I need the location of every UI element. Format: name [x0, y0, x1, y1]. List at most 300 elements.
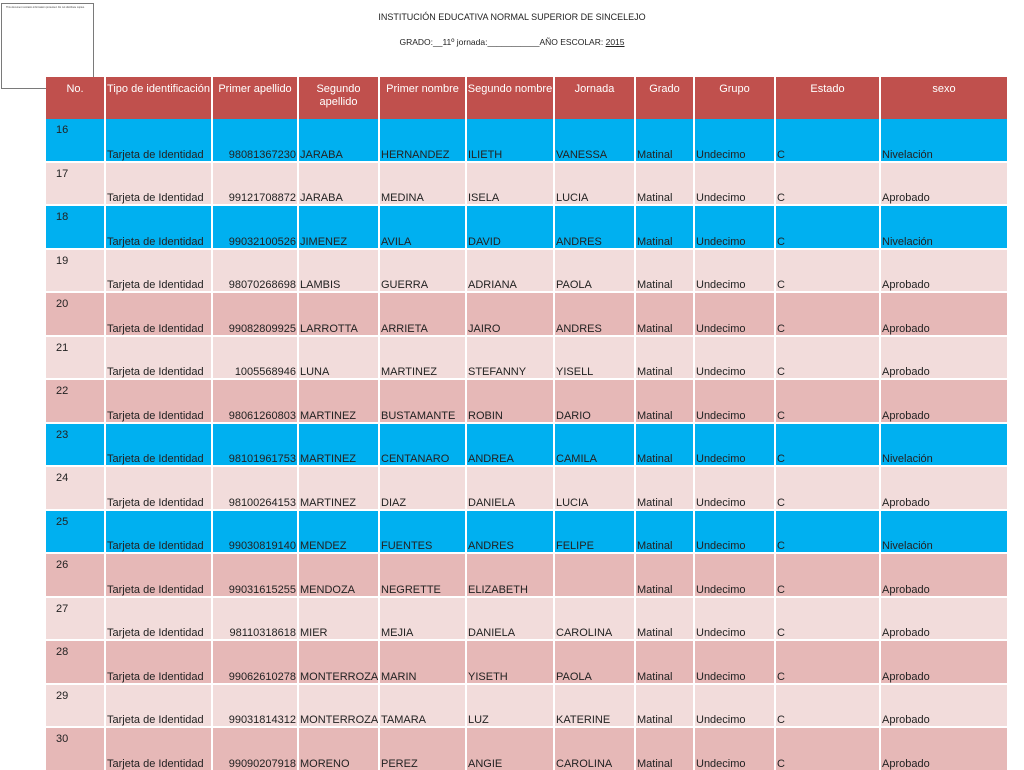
cell-ap2 — [378, 467, 465, 509]
cell-grupo — [774, 206, 879, 248]
cell-tipo-text: Tarjeta de Identidad — [107, 496, 204, 509]
cell-n1-text: DAVID — [468, 235, 501, 248]
col-header-segundo-apellido: Segundo apellido — [297, 77, 378, 119]
cell-grupo-text: C — [777, 453, 785, 465]
cell-grado-text: Undecimo — [696, 714, 746, 726]
cell-estado — [879, 424, 1007, 466]
cell-grado-text: Undecimo — [696, 627, 746, 639]
cell-no — [46, 598, 104, 640]
grade-line — [0, 37, 1024, 47]
col-header-primer-apellido: Primer apellido — [211, 77, 297, 119]
cell-ap1-text: JARABA — [300, 148, 343, 161]
cell-ap1-text: MARTINEZ — [300, 453, 357, 465]
table-row — [46, 248, 1007, 292]
cell-n2-text: LUCIA — [556, 496, 589, 509]
cell-grado-text: Undecimo — [696, 192, 746, 204]
cell-grado — [693, 685, 774, 727]
cell-ap1 — [297, 424, 378, 466]
col-header-sexo: sexo — [879, 77, 1007, 119]
cell-grupo — [774, 337, 879, 379]
cell-grado-text: Undecimo — [696, 148, 746, 161]
cell-ap2-text: TAMARA — [381, 714, 427, 726]
cell-no-text: 29 — [56, 689, 69, 702]
cell-ap2-text: MARIN — [381, 670, 417, 683]
cell-jornada — [634, 685, 693, 727]
cell-id — [211, 598, 297, 640]
cell-n1 — [465, 598, 553, 640]
cell-estado — [879, 467, 1007, 509]
cell-no — [46, 163, 104, 205]
cell-n2-text: CAROLINA — [556, 627, 613, 639]
cell-grado — [693, 250, 774, 292]
cell-n1 — [465, 337, 553, 379]
cell-estado-text: Aprobado — [882, 366, 930, 378]
cell-id-text: 99090207918 — [228, 757, 296, 770]
cell-n2-text: DARIO — [556, 409, 591, 422]
cell-jornada-text: Matinal — [637, 670, 673, 683]
cell-ap1-text: MIER — [300, 627, 328, 639]
cell-no-text: 23 — [56, 428, 69, 441]
cell-tipo — [104, 380, 211, 422]
cell-id-text: 99030819140 — [228, 540, 296, 552]
cell-estado-text: Aprobado — [882, 192, 930, 204]
cell-estado-text: Nivelación — [882, 453, 933, 465]
cell-tipo — [104, 293, 211, 335]
cell-n1-text: DANIELA — [468, 627, 516, 639]
cell-tipo-text: Tarjeta de Identidad — [107, 714, 204, 726]
table-row — [46, 291, 1007, 335]
cell-n1-text: ISELA — [468, 192, 500, 204]
cell-estado — [879, 511, 1007, 553]
cell-n2-text: FELIPE — [556, 540, 594, 552]
cell-grupo-text: C — [777, 322, 785, 335]
col-header-primer-nombre: Primer nombre — [378, 77, 465, 119]
cell-tipo-text: Tarjeta de Identidad — [107, 540, 204, 552]
cell-n2-text: KATERINE — [556, 714, 611, 726]
cell-tipo — [104, 337, 211, 379]
cell-id — [211, 511, 297, 553]
cell-jornada — [634, 598, 693, 640]
cell-jornada-text: Matinal — [637, 192, 673, 204]
cell-jornada-text: Matinal — [637, 279, 673, 291]
cell-ap2-text: MEJIA — [381, 627, 414, 639]
cell-jornada-text: Matinal — [637, 757, 673, 770]
cell-n2 — [553, 424, 634, 466]
cell-ap2 — [378, 598, 465, 640]
cell-n1-text: ELIZABETH — [468, 583, 528, 596]
cell-estado-text: Nivelación — [882, 235, 933, 248]
cell-jornada — [634, 163, 693, 205]
cell-ap1 — [297, 163, 378, 205]
cell-n2 — [553, 641, 634, 683]
cell-no — [46, 685, 104, 727]
cell-tipo-text: Tarjeta de Identidad — [107, 757, 204, 770]
cell-ap2 — [378, 728, 465, 770]
cell-grado — [693, 119, 774, 161]
cell-tipo — [104, 685, 211, 727]
cell-ap2 — [378, 641, 465, 683]
cell-n1 — [465, 163, 553, 205]
cell-no — [46, 337, 104, 379]
cell-id-text: 99121708872 — [228, 192, 296, 204]
cell-grupo-text: C — [777, 627, 785, 639]
cell-grupo — [774, 728, 879, 770]
cell-estado-text: Aprobado — [882, 322, 930, 335]
cell-grado — [693, 337, 774, 379]
cell-tipo — [104, 250, 211, 292]
cell-grupo — [774, 467, 879, 509]
cell-jornada-text: Matinal — [637, 235, 673, 248]
cell-n1-text: STEFANNY — [468, 366, 527, 378]
cell-n2-text: VANESSA — [556, 148, 608, 161]
cell-id — [211, 685, 297, 727]
cell-grado-text: Undecimo — [696, 453, 746, 465]
cell-no-text: 17 — [56, 167, 69, 180]
cell-n1 — [465, 554, 553, 596]
cell-jornada-text: Matinal — [637, 714, 673, 726]
cell-estado — [879, 641, 1007, 683]
cell-jornada — [634, 728, 693, 770]
cell-estado — [879, 293, 1007, 335]
cell-grupo-text: C — [777, 409, 785, 422]
table-body — [46, 119, 1007, 770]
cell-estado-text: Aprobado — [882, 583, 930, 596]
cell-n2 — [553, 119, 634, 161]
cell-jornada — [634, 511, 693, 553]
institution-title: INSTITUCIÓN EDUCATIVA NORMAL SUPERIOR DE SINCELEJO — [378, 12, 646, 22]
cell-ap2 — [378, 119, 465, 161]
cell-estado-text: Nivelación — [882, 540, 933, 552]
col-header-grado: Grado — [634, 77, 693, 119]
cell-tipo — [104, 554, 211, 596]
col-header-estado: Estado — [774, 77, 879, 119]
cell-jornada — [634, 206, 693, 248]
col-header-tipo: Tipo de identificación — [104, 77, 211, 119]
col-header-segundo-nombre: Segundo nombre — [465, 77, 553, 119]
cell-tipo — [104, 728, 211, 770]
cell-ap1-text: MARTINEZ — [300, 409, 357, 422]
cell-no — [46, 641, 104, 683]
cell-id-text: 98081367230 — [228, 148, 296, 161]
cell-id — [211, 163, 297, 205]
cell-grupo — [774, 250, 879, 292]
cell-grupo — [774, 598, 879, 640]
cell-no-text: 27 — [56, 602, 69, 615]
cell-grado — [693, 641, 774, 683]
cell-jornada-text: Matinal — [637, 496, 673, 509]
cell-ap2-text: HERNANDEZ — [381, 148, 450, 161]
cell-ap2 — [378, 685, 465, 727]
cell-grado-text: Undecimo — [696, 757, 746, 770]
cell-grupo-text: C — [777, 757, 785, 770]
cell-ap1-text: LAMBIS — [300, 279, 341, 291]
cell-tipo — [104, 511, 211, 553]
cell-tipo — [104, 163, 211, 205]
cell-grado — [693, 511, 774, 553]
cell-n1 — [465, 685, 553, 727]
cell-id — [211, 337, 297, 379]
cell-estado — [879, 337, 1007, 379]
cell-grado — [693, 380, 774, 422]
table-header — [46, 77, 1007, 119]
cell-n2 — [553, 163, 634, 205]
cell-n1 — [465, 293, 553, 335]
cell-jornada — [634, 293, 693, 335]
cell-grado — [693, 163, 774, 205]
cell-grado-text: Undecimo — [696, 235, 746, 248]
cell-estado — [879, 250, 1007, 292]
cell-grupo — [774, 685, 879, 727]
cell-ap2-text: FUENTES — [381, 540, 433, 552]
cell-ap1-text: MARTINEZ — [300, 496, 357, 509]
cell-ap1-text: MENDOZA — [300, 583, 355, 596]
cell-ap2-text: AVILA — [381, 235, 412, 248]
cell-n1 — [465, 424, 553, 466]
cell-tipo — [104, 467, 211, 509]
cell-grado-text: Undecimo — [696, 540, 746, 552]
cell-id-text: 99031814312 — [228, 714, 296, 726]
cell-n2-text: PAOLA — [556, 279, 592, 291]
cell-ap2 — [378, 380, 465, 422]
table-row — [46, 335, 1007, 379]
cell-ap2 — [378, 511, 465, 553]
cell-jornada-text: Matinal — [637, 627, 673, 639]
cell-jornada — [634, 467, 693, 509]
cell-no-text: 16 — [56, 124, 69, 136]
cell-id-text: 98110318618 — [229, 627, 296, 639]
cell-tipo-text: Tarjeta de Identidad — [107, 366, 204, 378]
cell-ap2 — [378, 163, 465, 205]
cell-tipo — [104, 119, 211, 161]
cell-ap1 — [297, 206, 378, 248]
cell-grado-text: Undecimo — [696, 583, 746, 596]
cell-jornada — [634, 250, 693, 292]
table-row — [46, 119, 1007, 161]
cell-grado — [693, 206, 774, 248]
cell-ap1 — [297, 641, 378, 683]
cell-ap2 — [378, 206, 465, 248]
cell-id-text: 98101961753 — [228, 453, 296, 465]
table-row — [46, 204, 1007, 248]
cell-estado — [879, 728, 1007, 770]
cell-grado-text: Undecimo — [696, 366, 746, 378]
cell-no-text: 24 — [56, 472, 69, 484]
cell-no-text: 26 — [56, 559, 69, 571]
cell-jornada — [634, 424, 693, 466]
cell-estado — [879, 380, 1007, 422]
cell-ap2-text: CENTANARO — [381, 453, 450, 465]
table-row — [46, 683, 1007, 727]
cell-tipo-text: Tarjeta de Identidad — [107, 148, 204, 161]
cell-grupo — [774, 293, 879, 335]
cell-n1 — [465, 250, 553, 292]
cell-id-text: 98061260803 — [228, 409, 296, 422]
cell-n2 — [553, 380, 634, 422]
cell-grado-text: Undecimo — [696, 279, 746, 291]
cell-jornada-text: Matinal — [637, 322, 673, 335]
cell-ap2-text: MARTINEZ — [381, 366, 438, 378]
cell-ap1-text: JARABA — [300, 192, 343, 204]
cell-n2 — [553, 685, 634, 727]
cell-grupo-text: C — [777, 366, 785, 378]
cell-grupo — [774, 380, 879, 422]
cell-ap1-text: MONTERROZA — [300, 670, 379, 683]
cell-grupo — [774, 511, 879, 553]
cell-grado-text: Undecimo — [696, 670, 746, 683]
cell-tipo-text: Tarjeta de Identidad — [107, 279, 204, 291]
cell-jornada — [634, 337, 693, 379]
cell-n1 — [465, 641, 553, 683]
cell-tipo-text: Tarjeta de Identidad — [107, 235, 204, 248]
cell-n2-text: YISELL — [556, 366, 594, 378]
cell-estado-text: Nivelación — [882, 148, 933, 161]
cell-no-text: 25 — [56, 515, 69, 528]
cell-ap1 — [297, 728, 378, 770]
cell-estado-text: Aprobado — [882, 496, 930, 509]
cell-ap2-text: PEREZ — [381, 757, 418, 770]
cell-id — [211, 250, 297, 292]
cell-ap1 — [297, 554, 378, 596]
school-year: 2015 — [605, 37, 625, 47]
cell-no-text: 30 — [56, 733, 69, 745]
cell-n2 — [553, 554, 634, 596]
cell-no — [46, 250, 104, 292]
cell-n1-text: YISETH — [468, 670, 508, 683]
cell-ap2-text: GUERRA — [381, 279, 429, 291]
cell-jornada-text: Matinal — [637, 366, 673, 378]
cell-n2 — [553, 206, 634, 248]
cell-ap2 — [378, 337, 465, 379]
cell-tipo — [104, 424, 211, 466]
cell-jornada-text: Matinal — [637, 583, 673, 596]
cell-estado-text: Aprobado — [882, 409, 930, 422]
cell-ap2-text: MEDINA — [381, 192, 424, 204]
cell-id — [211, 293, 297, 335]
cell-id-text: 99062610278 — [228, 670, 296, 683]
cell-estado — [879, 206, 1007, 248]
cell-ap2-text: ARRIETA — [381, 322, 428, 335]
cell-no-text: 28 — [56, 646, 69, 658]
student-table — [46, 77, 1007, 770]
cell-ap1 — [297, 380, 378, 422]
cell-grupo-text: C — [777, 192, 785, 204]
grade-line-prefix: GRADO:__11º jornada:___________AÑO ESCOLAR: — [399, 37, 606, 47]
cell-n2-text: PAOLA — [556, 670, 592, 683]
cell-estado-text: Aprobado — [882, 627, 930, 639]
cell-grado — [693, 554, 774, 596]
cell-n2 — [553, 293, 634, 335]
cell-no — [46, 467, 104, 509]
cell-estado — [879, 685, 1007, 727]
cell-grado — [693, 467, 774, 509]
cell-n1 — [465, 467, 553, 509]
cell-tipo-text: Tarjeta de Identidad — [107, 627, 204, 639]
cell-grupo — [774, 641, 879, 683]
cell-jornada-text: Matinal — [637, 409, 673, 422]
cell-jornada-text: Matinal — [637, 453, 673, 465]
cell-ap2-text: DIAZ — [381, 496, 407, 509]
cell-ap1-text: LUNA — [300, 366, 330, 378]
cell-ap1-text: MORENO — [300, 757, 350, 770]
col-header-jornada: Jornada — [553, 77, 634, 119]
cell-n2-text: CAROLINA — [556, 757, 613, 770]
cell-ap2 — [378, 250, 465, 292]
cell-jornada — [634, 380, 693, 422]
cell-ap1-text: MONTERROZA — [300, 714, 379, 726]
cell-n1 — [465, 511, 553, 553]
cell-ap2 — [378, 554, 465, 596]
cell-id — [211, 119, 297, 161]
cell-ap2 — [378, 293, 465, 335]
cell-tipo — [104, 641, 211, 683]
cell-grado-text: Undecimo — [696, 322, 746, 335]
table-row — [46, 378, 1007, 422]
cell-tipo-text: Tarjeta de Identidad — [107, 192, 204, 204]
cell-jornada-text: Matinal — [637, 148, 673, 161]
cell-n1-text: DANIELA — [468, 496, 516, 509]
cell-id — [211, 554, 297, 596]
cell-grupo-text: C — [777, 583, 785, 596]
cell-id — [211, 467, 297, 509]
cell-id-text: 99032100526 — [228, 235, 296, 248]
cell-id — [211, 380, 297, 422]
cell-tipo-text: Tarjeta de Identidad — [107, 583, 204, 596]
cell-n1 — [465, 206, 553, 248]
cell-n2-text: LUCIA — [556, 192, 589, 204]
cell-no — [46, 728, 104, 770]
cell-n1-text: ANDRES — [468, 540, 514, 552]
table-row — [46, 161, 1007, 205]
cell-grupo — [774, 554, 879, 596]
cell-id — [211, 424, 297, 466]
cell-no-text: 22 — [56, 385, 69, 397]
cell-grupo — [774, 163, 879, 205]
cell-grado — [693, 728, 774, 770]
cell-grupo-text: C — [777, 496, 785, 509]
cell-no-text: 18 — [56, 211, 69, 223]
cell-id-text: 98070268698 — [228, 279, 296, 291]
cell-grado-text: Undecimo — [696, 409, 746, 422]
cell-no — [46, 119, 104, 161]
cell-no — [46, 424, 104, 466]
cell-tipo — [104, 598, 211, 640]
cell-estado-text: Aprobado — [882, 714, 930, 726]
cell-no — [46, 206, 104, 248]
cell-no-text: 20 — [56, 298, 69, 310]
table-row — [46, 465, 1007, 509]
cell-n1 — [465, 728, 553, 770]
cell-grado — [693, 293, 774, 335]
cell-grupo-text: C — [777, 148, 785, 161]
table-row — [46, 552, 1007, 596]
cell-id-text: 99082809925 — [228, 322, 296, 335]
cell-n1-text: ILIETH — [468, 148, 503, 161]
cell-tipo-text: Tarjeta de Identidad — [107, 409, 204, 422]
cell-n1-text: ANGIE — [468, 757, 503, 770]
cell-grupo — [774, 424, 879, 466]
cell-ap1-text: MENDEZ — [300, 540, 347, 552]
cell-no-text: 19 — [56, 254, 69, 267]
cell-grupo-text: C — [777, 279, 785, 291]
cell-n2 — [553, 511, 634, 553]
cell-n2 — [553, 250, 634, 292]
cell-estado — [879, 554, 1007, 596]
cell-ap2-text: BUSTAMANTE — [381, 409, 456, 422]
cell-estado-text: Aprobado — [882, 670, 930, 683]
cell-n2-text: ANDRES — [556, 235, 602, 248]
cell-n2-text: ANDRES — [556, 322, 602, 335]
cell-grupo-text: C — [777, 540, 785, 552]
